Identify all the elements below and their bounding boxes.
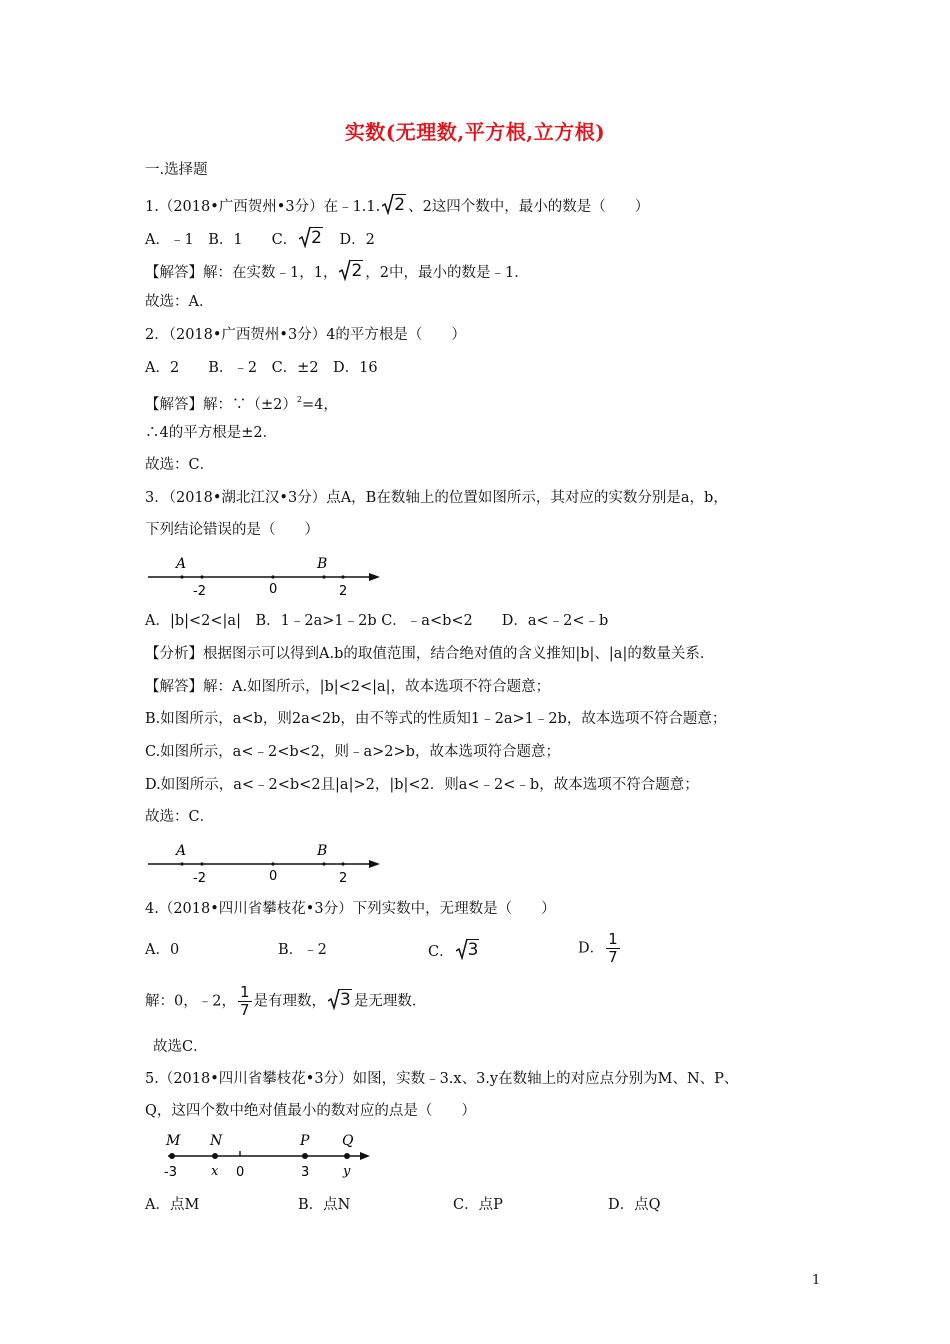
q1-answer-radicand: 2 [351,261,363,281]
q3-stem-line2: 下列结论错误的是（ ） [145,522,319,538]
fraction-numerator: 1 [608,930,618,948]
q1-answer [145,259,529,283]
point-n-label: N [210,1133,223,1149]
q5-stem-line1: 5.（2018•四川省攀枝花•3分）如图，实数﹣3.x、3.y在数轴上的对应点分别为M、N、P、 [145,1071,739,1087]
q2-choice: 故选：C． [145,457,215,473]
sqrt-symbol [299,226,323,248]
point-q-label: Q [342,1133,354,1149]
q4-option-c [428,938,481,962]
q3-analysis: 【分析】根据图示可以得到A.b的取值范围，结合绝对值的含义推知|b|、|a|的数量关系． [145,646,715,662]
tick-label-2: 2 [339,584,348,599]
tick-label-3: 3 [301,1165,310,1180]
q3-number-line-2 [140,837,390,887]
fraction-denominator: 7 [608,948,618,966]
page-title: 实数(无理数,平方根,立方根) [344,120,606,144]
q5-option-c: C．点P [453,1197,503,1213]
q5-number-line [160,1128,380,1182]
fraction-numerator: 1 [239,983,250,1001]
q5-option-a: A．点M [145,1197,200,1213]
q1-options [145,226,375,250]
q1-options-part-a: A．﹣1 B．1 C． [145,232,298,248]
q2-stem: 2．（2018•广西贺州•3分）4的平方根是（ ） [145,327,466,343]
q1-choice: 故选：A． [145,294,214,310]
q2-answer-part-b: =4， [301,397,338,413]
q3-answer-c: C.如图所示，a<﹣2<b<2，则﹣a>2>b，故本选项符合题意； [145,744,560,760]
tick-label-minus3: -3 [164,1165,177,1180]
q1-answer-part-a: 【解答】解：在实数﹣1，1， [145,265,338,281]
q4-solution-part-c: 是无理数． [353,993,427,1010]
sqrt-symbol [382,193,406,215]
q5-stem-line2: Q，这四个数中绝对值最小的数对应的点是（ ） [145,1103,476,1119]
section-heading: 一.选择题 [145,162,208,178]
q3-number-line [140,550,390,600]
q4-stem: 4.（2018•四川省攀枝花•3分）下列实数中，无理数是（ ） [145,901,556,917]
q4-option-c-label: C． [428,944,454,960]
q1-answer-part-b: ，2中，最小的数是﹣1． [365,265,529,281]
q2-superscript: 2 [296,395,302,404]
q4-choice: 故选C． [153,1039,208,1055]
tick-label-y: y [343,1164,351,1179]
sqrt-symbol [456,938,480,960]
point-b-label: B [317,843,328,859]
q1-options-part-b: D．2 [325,232,375,248]
page-number: 1 [812,1273,821,1288]
q4-solution-radicand: 3 [340,989,351,1010]
tick-label-x: x [211,1164,219,1179]
q2-answer [145,390,338,415]
q5-option-d: D．点Q [608,1197,661,1213]
fraction-denominator: 7 [239,1001,250,1019]
q1-stem [145,193,649,217]
point-a-label: A [176,843,187,859]
tick-label-0: 0 [269,582,278,597]
tick-label-2: 2 [339,871,348,886]
q4-solution [145,984,426,1019]
q1-option-radicand: 2 [311,228,322,248]
point-b-label: B [317,556,328,572]
fraction [606,931,620,966]
q4-option-d [578,931,622,966]
q3-options: A．|b|<2<|a| B．1﹣2a>1﹣2b C．﹣a<b<2 D．a<﹣2<﹣b [145,613,609,629]
tick-label-0: 0 [236,1165,245,1180]
q4-option-a: A．0 [145,942,180,958]
q4-solution-part-b: 是有理数， [253,993,326,1010]
q3-choice: 故选：C． [145,809,215,825]
q3-answer-a: 【解答】解：A.如图所示，|b|<2<|a|，故本选项不符合题意； [145,679,551,695]
q3-answer-d: D.如图所示，a<﹣2<b<2且|a|>2，|b|<2．则a<﹣2<﹣b，故本选项不符合题意； [145,777,699,793]
fraction [238,984,252,1019]
point-a-label: A [176,556,187,572]
q2-answer-line2: ∴4的平方根是±2． [145,425,278,441]
tick-label-0: 0 [269,869,278,884]
q4-solution-part-a: 解：0，﹣2， [145,993,236,1010]
q1-radicand: 2 [394,195,406,215]
q4-option-c-radicand: 3 [467,940,479,960]
q2-options: A．2 B．﹣2 C．±2 D．16 [145,360,378,376]
tick-label-minus2: -2 [193,871,206,886]
point-p-label: P [300,1133,310,1149]
sqrt-symbol [339,259,363,281]
q1-stem-part-b: 、2这四个数中，最小的数是（ ） [408,199,650,215]
point-m-label: M [166,1133,181,1149]
q5-option-b: B．点N [298,1197,351,1213]
q2-answer-part-a: 【解答】解：∵（±2） [145,397,297,413]
q3-answer-b: B.如图所示，a<b，则2a<2b，由不等式的性质知1﹣2a>1﹣2b，故本选项不符合题意； [145,711,727,727]
q4-option-d-label: D． [578,940,605,957]
q4-option-b: B．﹣2 [278,942,327,958]
q1-stem-part-a: 1.（2018•广西贺州•3分）在﹣1.1. [145,199,381,215]
tick-label-minus2: -2 [193,584,206,599]
q3-stem-line1: 3．（2018•湖北江汉•3分）点A，B在数轴上的位置如图所示，其对应的实数分别是a，b， [145,490,728,506]
sqrt-symbol [328,988,352,1010]
